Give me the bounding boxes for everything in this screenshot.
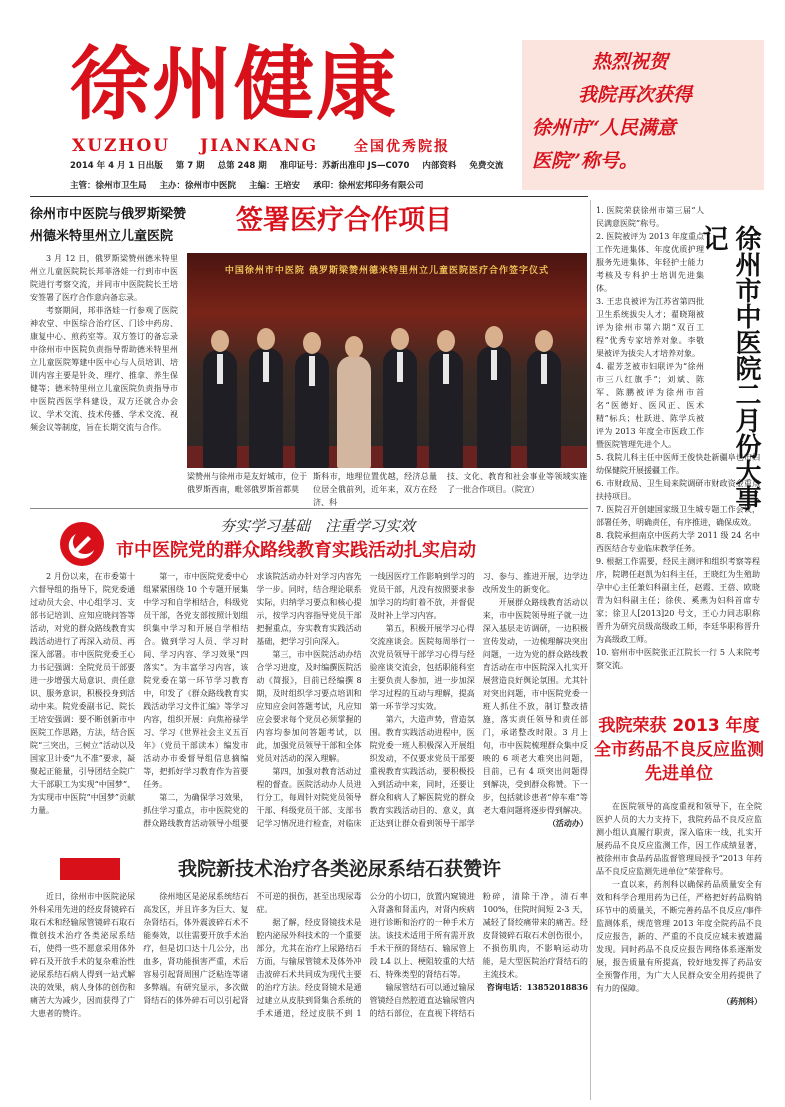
party-paragraph: 第二，为确保学习效果，抓住学习重点，市中医院党的群众路线教育活动领导小组要求该院活动办针对学习内容先学一步。同时，结合理论联系实际，归纳学习要点和核心提示，按学习内容指导党员干部把握重点，夯实教育实践活动基础，把学习引向深入。: [143, 572, 362, 828]
sidebar-item: 4. 翟芳芝被市妇联评为“徐州市三八红旗手”；刘斌、陈军、陈鹏被评为徐州市首名“医德好、医风正、医术精”标兵；杜跃进、陈学兵被评为 2013 年度全市医政工作暨医院管理先进个人。: [596, 362, 704, 449]
sponsor-printer: 承印：徐州宏邦印务有限公司: [312, 181, 424, 191]
sponsor-info: [70, 180, 510, 192]
masthead-title: 徐州健康: [70, 38, 398, 131]
sidebar-item: 2. 医院被评为 2013 年度重点工作先进集体、年度优质护理服务先进集体、年轻护士能力考核及专科护士培训先进集体。: [596, 232, 704, 293]
party-emblem-icon: [58, 520, 106, 568]
issue-date: 2014 年 4 月 1 日出版: [70, 161, 163, 171]
photo-person: [295, 352, 329, 468]
adr-paragraph: 一直以来，药剂科以确保药品质量安全有效和科学合理用药为已任，严格把好药品购销环节中的质量关，不断完善药品不良反应/事件监测体系，规范管理 2013 年度全院药品不良反应报告，新的、严重的不良反应城未被遗漏发现。同时药品不良反应报告网络体系逐渐发展，报告质量有所提高，较好地发挥了药品安全预警作用，为广大人民群众安全用药提供了有力的保障。: [596, 880, 762, 993]
lead-kicker-line-1: 徐州市中医院与俄罗斯梁赞: [30, 207, 187, 222]
sponsor-host: 主办：徐州市中医院: [159, 181, 236, 191]
issue-internal: 内部资料: [422, 161, 457, 171]
party-headline: 市中医院党的群众路线教育实践活动扎实启动: [116, 540, 476, 561]
adr-headline: 我院荣获 2013 年度全市药品不良反应监测先进单位: [594, 716, 764, 784]
stone-paragraph: 据了解，经皮肾镜技术是腔内泌尿外科技术的一个重要部分，尤其在治疗上尿路结石方面，与输尿管镜术及体外冲击波碎石术共同成为现代主要的治疗方法。经皮肾镜术是通过建立从皮肤到肾集合系统的手术通道，经过皮肤不到 1 公分的小切口，放置内窥镜进入肾盏和肾盂内，对肾内疾病进行诊断和治疗的一种手术方法。该技术适用于所有需开放手术干预的肾结石、输尿管上段 L4 以上、梗阻较重的大结石、特殊类型的肾结石等。: [256, 892, 475, 1018]
sponsor-supervisor: 主管：徐州市卫生局: [70, 181, 147, 191]
photo-person: [383, 348, 417, 468]
photo-caption-3: 技、文化、教育和社会事业等领域实施了一批合作项目。（院宣）: [447, 472, 587, 494]
photo-person: [527, 350, 561, 468]
issue-info: [70, 160, 510, 172]
issue-number: 第 7 期: [175, 161, 205, 171]
sidebar-item: 6. 市财政局、卫生局来院调研市财政资金重点扶持项目。: [596, 479, 760, 501]
photo-person: [337, 356, 371, 468]
congrats-line-3: 徐州市“人民满意: [532, 117, 676, 139]
stone-body: [30, 890, 588, 1100]
lead-kicker-line-2: 州德米特里州立儿童医院: [30, 229, 174, 244]
pinyin-jiankang: JIANKANG: [200, 136, 319, 156]
congrats-line-2: 我院再次获得: [578, 84, 693, 106]
signing-ceremony-photo: [187, 253, 587, 468]
photo-person: [249, 348, 283, 468]
issue-free: 免费交流: [469, 161, 504, 171]
award-label: 全国优秀院报: [354, 139, 451, 155]
sidebar-item: 8. 我院承担南京中医药大学 2011 级 24 名中西医结合专业临床教学任务。: [596, 531, 760, 553]
stone-headline-bar: [30, 852, 588, 892]
sidebar-item: 7. 医院召开创建国家级卫生城专题工作会议，部署任务，明确责任，有序推进，确保成效。: [596, 505, 760, 527]
sidebar-events-list: [596, 204, 760, 894]
party-paragraph: 第五，积极开展学习心得交流座谈会。医院每周举行一次党员领导干部学习心得与经验座谈交流会，包括职能科室主要负责人参加，进一步加深学习过程的互动与理解，提高第一环节学习实效。: [369, 624, 475, 711]
sidebar-item: 9. 根据工作需要，经民主测评和组织考察等程序，院聘任赵凯为妇科主任，王晓红为生殖助孕中心主任兼妇科副主任，赵霞、王蓓、欧晓青为妇科副主任；徐侠、奚燕为妇科首席专家；徐卫人[2013]20 号文，王心力同志职称晋升为研究员级高级政工师，李廷华职称晋升为高级政工师。: [596, 557, 760, 644]
adr-paragraph: 在医院领导的高度重视和领导下，在全院医护人员的大力支持下，我院药品不良反应监测小组认真履行职责，深入临床一线，扎实开展药品不良反应监测工作，因工作成绩显著，被徐州市食品药品监督管理局授予“2013 年药品不良反应监测先进单位”荣誉称号。: [596, 802, 762, 876]
pinyin-xuzhou: XUZHOU: [72, 136, 171, 156]
stone-paragraph: 输尿管结石可以通过输尿管镜经自然腔道直达输尿管内的结石部位，在直视下将结石粉碎，清除干净，清石率 100%，住院时间短 2-3 天，减轻了肾绞痛带来的痛苦。经皮肾镜碎石取石术创伤很小，不损伤肌肉，不影响运动功能，是大型医院治疗肾结石的主流技术。: [369, 892, 588, 1018]
party-paragraph: 第四，加强对教育活动过程的督查。医院活动办人员进行分工，每周针对院党员领导干部、科级党员干部、支部书记学习情况进行检查，对临床一线因医疗工作影响到学习的党员干部，凡没有按照要求参加学习的均盯着不放，并督促及时补上学习内容。: [256, 572, 475, 828]
lead-headline: 签署医疗合作项目: [236, 205, 452, 236]
party-paragraph: 2 月份以来，在市委第十六督导组的指导下，院党委通过动员大会、中心组学习、支部书记培训、应知应晓问答等活动，对党的群众路线教育实践活动进行了再深入动员、再深入部署。市中医院党委王心力书记强调：全院党员干部要进一步增强大局意识、责任意识、服务意识，积极投身到活动中来。院党委副书记、院长王培安强调：要不断创新市中医院工作思路，方法，结合医院“三突出，三树立”活动以及国家卫计委“九不准”要求，凝聚起正能量，引导团结全院广大干部职工为实现“中国梦”、为实现市中医院“中国梦”贡献力量。: [30, 572, 136, 815]
masthead-pinyin: [72, 134, 502, 154]
party-source: （活动办）: [547, 818, 588, 828]
sidebar-title: 徐州市中医院二月份大事记: [698, 225, 761, 511]
adr-source: （药剂科）: [722, 996, 762, 1006]
photo-banner: 中国徐州市中医院 俄罗斯梁赞州德米特里州立儿童医院医疗合作签字仪式: [224, 266, 550, 276]
party-paragraph: 第六，大造声势，营造氛围。教育实践活动进程中，医院党委一班人积极深入开展组织发动，不仅要求党员干部要重视教育实践活动，要积极投入到活动中来，同时，还要让群众和病人了解医院党的群众教育实践活动目的、意义，真正达到让群众看到领导干部学习、参与、推进开展，边学边改所发生的新变化。: [369, 572, 588, 828]
congrats-line-4: 医院”称号。: [532, 150, 638, 172]
congrats-box: [522, 40, 764, 190]
photo-person: [477, 346, 511, 468]
masthead-divider: [30, 196, 588, 197]
congrats-line-1: 热烈祝贺: [592, 51, 669, 73]
issue-permit: 准印证号：苏新出准印 JS—C070: [279, 161, 410, 171]
photo-caption-1: 梁赞州与徐州市是友好城市，位于俄罗斯西南，毗邻俄罗斯首都莫: [187, 472, 307, 494]
section-divider: [30, 508, 588, 509]
sidebar-item: 10. 宿州市中医院张正江院长一行 5 人来院考察交流。: [596, 648, 760, 670]
party-paragraph: 第三，市中医院活动办结合学习进度，及时编撰医院活动《简报》，目前已经编撰 8 期，及时组织学习要点培训和应知应会问答题考试，凡应知应会要求每个党员必须掌握的内容均参加问答题考试，以此，加强党员领导干部和全体党员对活动的深入理解。: [256, 650, 362, 763]
sidebar-item: 3. 王忠良被评为江苏省第四批卫生系统拔尖人才；翟晓翔被评为徐州市第六期“双百工程”优秀专家培养对象。李敬果被评为拔尖人才培养对象。: [596, 297, 704, 358]
stone-headline: 我院新技术治疗各类泌尿系结石获赞许: [178, 858, 502, 880]
sidebar-item: 5. 我院儿科主任中医师王俊快赴新疆阜也市妇幼保健院开展援疆工作。: [596, 453, 760, 475]
party-kicker: 夯实学习基础 注重学习实效: [220, 517, 416, 535]
sponsor-editor: 主编：王培安: [248, 181, 300, 191]
lead-paragraph-1: 3 月 12 日，俄罗斯梁赞州德米特里州立儿童医院院长邦菲洛娃一行到市中医院进行考察交流，并同市中医院院长王培安签署了医疗合作意向备忘录。: [30, 254, 178, 302]
sidebar-divider: [590, 200, 591, 1100]
sidebar-item: 1. 医院荣获徐州市第三届“人民满意医院”称号。: [596, 206, 704, 228]
lead-paragraph-2: 考察期间，邦菲洛娃一行参观了医院神农堂、中医综合治疗区、门诊中药房、康复中心、煎药室等。双方签订的备忘录中徐州市中医院负责指导帮助德米特里州立儿童医院筹建中医中心与人员培训、培训内容主要是针灸、理疗、推拿、养生保健等；德米特里州立儿童医院负责指导市中医院西医学科建设，双方还就合办会议、学术交流、技术传播、学术交流、视频会议等制度，旨在长期交流与合作。: [30, 306, 178, 432]
photo-person: [429, 350, 463, 468]
party-body: [30, 570, 588, 860]
photo-person: [203, 350, 237, 468]
party-paragraph: 第一，市中医院党委中心组紧紧围绕 10 个专题开展集中学习和自学相结合，科级党员干部，各党支部按照计划组织集中学习和开展自学相结合。做到学习人员、学习时间、学习内容、学习效果“四落实”。为丰富学习内容，该院党委在第一环节学习教育中，印发了《群众路线教育实践活动学习文件汇编》等学习内容，组织开展：向焦裕禄学习、学习《世界社会主义五百年》（党员干部读本）编发市活动办市委督导组信息摘编等，把抓好学习教育作为首要任务。: [143, 572, 249, 789]
issue-total: 总第 248 期: [217, 161, 267, 171]
adr-body: [596, 800, 762, 1095]
lead-body: [30, 252, 178, 502]
photo-caption-2: 斯科市，地理位置优越，经济总量位居全俄前列，近年来，双方在经济、科: [313, 472, 437, 507]
stone-contact: 咨询电话：13852018836: [486, 982, 588, 992]
party-paragraph: 开展群众路线教育活动以来，市中医院领导班子就一边深入基层走访调研，一边积极宣传发动，一边梳理解决突出问题，一边为党的群众路线教育活动在市中医院深入扎实开展营造良好舆论氛围。尤其针对突出问题，市中医院党委一班人抓住不放，制订整改措施，落实责任领导和责任部门，承诺整改时限。3 月上旬，市中医院梳理群众集中反映的 6 项老大难突出问题，目前，已有 4 项突出问题得到解决，受到群众称赞。下一步，包括就诊患者“停车难”等老大难问题将逐步得到解决。: [482, 598, 588, 815]
headline-red-block: [60, 858, 120, 880]
stone-paragraph: 近日，徐州市中医院泌尿外科采用先进的经皮肾镜碎石取石术和经输尿管镜碎石取石微创技术治疗各类泌尿系结石，使得一些不愿意采用体外碎石及开放手术的复杂难治性泌尿系结石病人得到一站式解决的效果，病人身体的创伤和痛苦大为减少，因而获得了广大患者的赞许。: [30, 892, 136, 1018]
stone-paragraph: 徐州地区是泌尿系统结石高发区，并且许多为巨大、复杂肾结石，体外震波碎石术不能奏效，以往需要开放手术治疗，但是切口达十几公分，出血多，肾功能损害严重，术后容易引起肾周围广泛粘连等诸多弊端。有研究显示，多次做肾结石的体外碎石可以引起肾不可逆的损伤，甚至出现尿毒症。: [143, 892, 362, 1005]
lead-kicker: [30, 204, 225, 248]
